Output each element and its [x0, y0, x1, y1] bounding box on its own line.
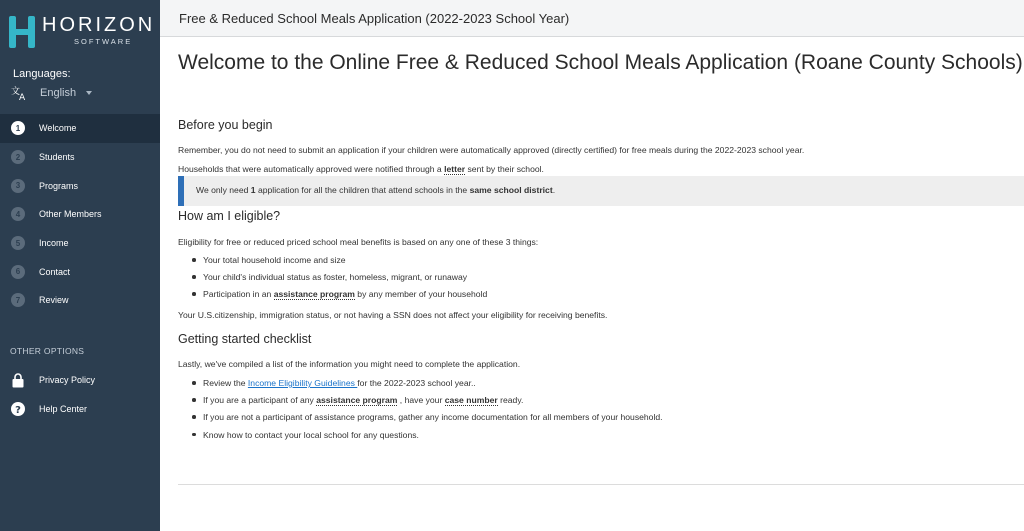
emphasis: same school district	[469, 185, 553, 195]
step-number: 2	[11, 150, 25, 164]
nav-label: Review	[39, 295, 69, 306]
text: ready.	[497, 395, 524, 406]
nav-item-contact[interactable]	[0, 257, 160, 286]
assistance-program-term[interactable]: assistance program	[316, 395, 398, 406]
text: sent by their school.	[465, 164, 544, 174]
brand-name: HORIZON	[42, 14, 156, 36]
callout-text	[196, 185, 555, 195]
list-item	[192, 378, 663, 395]
eligibility-list	[192, 255, 487, 307]
chevron-down-icon	[86, 91, 92, 95]
assistance-program-term[interactable]: assistance program	[273, 289, 355, 300]
top-bar	[160, 0, 1024, 37]
sidebar	[0, 0, 160, 531]
text: by any member of your household	[354, 289, 488, 300]
before-you-begin-heading: Before you begin	[178, 118, 273, 132]
list-item: Your total household income and size	[192, 255, 487, 272]
other-options-label: OTHER OPTIONS	[10, 346, 85, 356]
step-number: 6	[11, 265, 25, 279]
checklist-intro: Lastly, we've compiled a list of the information you might need to complete the application.	[178, 359, 521, 369]
citizenship-note: Your U.S.citizenship, immigration status, or not having a SSN does not affect your eligibility for receiving benefits.	[178, 310, 608, 320]
list-item: Your child's individual status as foster, homeless, migrant, or runaway	[192, 272, 487, 289]
list-item: If you are not a participant of assistance programs, gather any income documentation for all members of your household.	[192, 412, 663, 429]
language-value: English	[40, 87, 77, 99]
svg-text:文: 文	[11, 87, 21, 97]
svg-text:A: A	[19, 93, 26, 101]
letter-term[interactable]: letter	[444, 164, 466, 174]
help-center-label: Help Center	[39, 404, 88, 414]
languages-label: Languages:	[13, 68, 71, 80]
step-number: 5	[11, 236, 25, 250]
text: , have your	[397, 395, 445, 406]
step-number: 1	[11, 121, 25, 135]
nav-label: Programs	[39, 180, 79, 191]
nav-item-other-members[interactable]	[0, 200, 160, 229]
help-center-link[interactable]	[11, 401, 87, 417]
info-callout	[178, 176, 1024, 206]
step-number: 7	[11, 293, 25, 307]
text: application for all the children that attend schools in the	[255, 185, 470, 195]
horizon-logo-mark-icon	[9, 16, 35, 48]
text: .	[552, 185, 556, 195]
nav-label: Welcome	[39, 123, 77, 134]
nav-label: Contact	[39, 266, 71, 277]
checklist-heading: Getting started checklist	[178, 332, 312, 346]
brand-subtitle: SOFTWARE	[74, 37, 133, 46]
text: If you are a participant of any	[203, 395, 317, 406]
list-item	[192, 289, 487, 306]
lock-icon	[11, 372, 25, 388]
horizon-logo	[9, 14, 156, 50]
nav-item-income[interactable]	[0, 229, 160, 258]
page-title: Welcome to the Online Free & Reduced School Meals Application (Roane County Schools)	[178, 51, 1023, 74]
nav-label: Students	[39, 152, 75, 163]
eligibility-heading: How am I eligible?	[178, 209, 281, 223]
privacy-policy-label: Privacy Policy	[39, 375, 96, 385]
nav-label: Income	[39, 238, 69, 249]
list-item: Know how to contact your local school for any questions.	[192, 430, 663, 447]
text: We only need	[196, 185, 251, 195]
privacy-policy-link[interactable]	[11, 372, 95, 388]
auto-approved-paragraph: Remember, you do not need to submit an application if your children were automatically approved (directly certified) for free meals during the 2022-2023 school year.	[178, 145, 805, 155]
text: for the 2022-2023 school year..	[357, 378, 476, 388]
step-number: 3	[11, 179, 25, 193]
nav-item-students[interactable]	[0, 143, 160, 172]
income-guidelines-link[interactable]: Income Eligibility Guidelines	[247, 378, 358, 388]
help-icon	[11, 401, 25, 417]
main-content	[178, 37, 1024, 531]
nav-item-programs[interactable]	[0, 171, 160, 200]
translate-icon	[11, 85, 29, 101]
step-number: 4	[11, 207, 25, 221]
letter-paragraph	[178, 164, 544, 174]
application-title: Free & Reduced School Meals Application (2022-2023 School Year)	[179, 11, 570, 26]
case-number-term[interactable]: case number	[444, 395, 498, 406]
checklist-list	[192, 378, 663, 447]
list-item	[192, 395, 663, 412]
emphasis: 1	[250, 185, 256, 195]
text: Households that were automatically approved were notified through a	[178, 164, 445, 174]
text: Participation in an	[203, 289, 274, 300]
divider	[178, 484, 1024, 485]
text: Review the	[203, 378, 248, 388]
svg-text:?: ?	[15, 405, 21, 416]
nav-label: Other Members	[39, 209, 102, 220]
nav-item-review[interactable]	[0, 286, 160, 315]
nav-item-welcome[interactable]	[0, 114, 160, 143]
eligibility-intro: Eligibility for free or reduced priced school meal benefits is based on any one of these 3 things:	[178, 237, 539, 247]
step-nav	[0, 114, 160, 315]
language-selector[interactable]	[11, 84, 92, 102]
